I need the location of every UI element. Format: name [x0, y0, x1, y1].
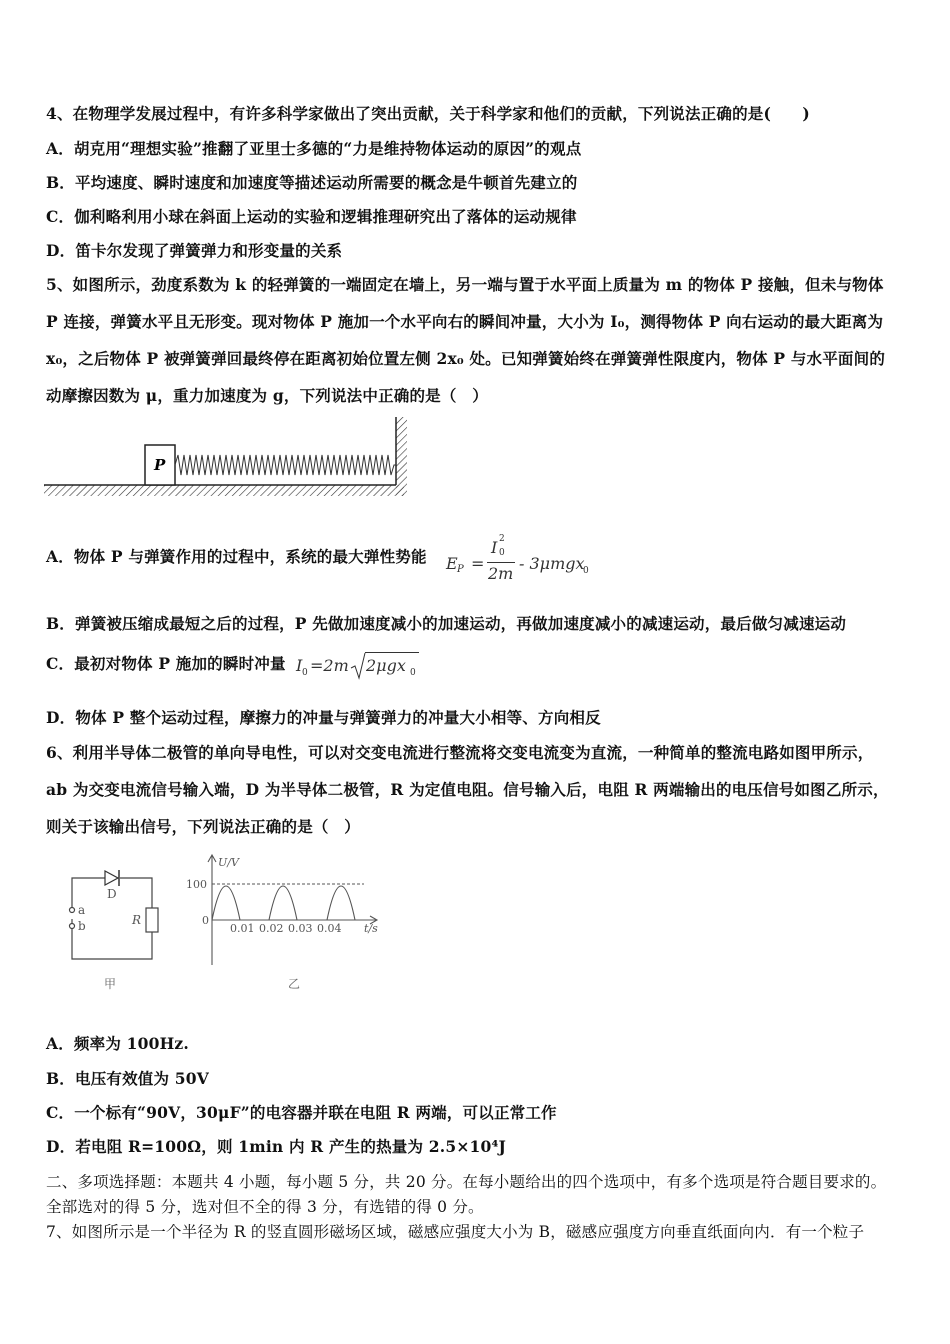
q5-option-a: A．物体 P 与弹簧作用的过程中，系统的最大弹性势能 [46, 547, 427, 566]
q6-option-a: A．频率为 100Hz. [46, 1034, 190, 1053]
q7-stem-line1: 7、如图所示是一个半径为 R 的竖直圆形磁场区域，磁感应强度大小为 B，磁感应强度方向垂直纸面向内．有一个粒子 [46, 1223, 865, 1241]
peak-label: 100 [186, 878, 207, 891]
q6-option-b: B．电压有效值为 50V [46, 1069, 209, 1088]
formula-tail: - 3μmgx [519, 554, 585, 573]
q5-option-a-formula: E P = I 2 0 2m - 3μmgx 0 [446, 534, 589, 583]
q5-option-b: B．弹簧被压缩成最短之后的过程，P 先做加速度减小的加速运动，再做加速度减小的减速运动，最后做匀减速运动 [46, 614, 847, 633]
x-axis-label: t/s [364, 922, 378, 935]
pulse-3 [327, 886, 355, 920]
q6-option-c: C．一个标有“90V，30μF”的电容器并联在电阻 R 两端，可以正常工作 [46, 1103, 557, 1122]
rectifier-circuit-figure [60, 860, 170, 995]
pulse-2 [269, 886, 297, 920]
y-axis-label: U/V [218, 856, 239, 869]
q6-option-d: D．若电阻 R=100Ω，则 1min 内 R 产生的热量为 2.5×10⁴J [46, 1137, 507, 1156]
floor-hatch [44, 485, 404, 496]
q4-option-b: B．平均速度、瞬时速度和加速度等描述运动所需要的概念是牛顿首先建立的 [46, 173, 578, 192]
section2-heading-line1: 二、多项选择题：本题共 4 小题，每小题 5 分，共 20 分。在每小题给出的四个选项中，有多个选项是符合题目要求的。 [46, 1173, 887, 1191]
formula-2m: =2m [310, 656, 349, 675]
diode-label: D [107, 887, 117, 901]
formula-ep-sub: P [457, 564, 464, 575]
q4-option-c: C．伽利略利用小球在斜面上运动的实验和逻辑推理研究出了落体的运动规律 [46, 207, 577, 226]
q5-option-c: C．最初对物体 P 施加的瞬时冲量 [46, 654, 286, 673]
tick-label-4: 0.04 [317, 922, 342, 935]
pulse-1 [212, 886, 240, 920]
q5-stem-line3: x₀，之后物体 P 被弹簧弹回最终停在距离初始位置左侧 2x₀ 处。已知弹簧始终在弹簧弹性限度内，物体 P 与水平面间的 [46, 349, 886, 368]
q6-stem-line1: 6、利用半导体二极管的单向导电性，可以对交变电流进行整流将交变电流变为直流，一种简单的整流电路如图甲所示， [46, 743, 874, 762]
terminal-a-label: a [78, 903, 86, 917]
sqrt-sign-icon [350, 652, 366, 680]
circuit-caption: 甲 [104, 977, 117, 991]
q4-option-a: A．胡克用“理想实验”推翻了亚里士多德的“力是维持物体运动的原因”的观点 [46, 139, 582, 158]
q4-stem: 4、在物理学发展过程中，有许多科学家做出了突出贡献，关于科学家和他们的贡献，下列说法正确的是( ) [46, 104, 810, 123]
q5-stem-line1: 5、如图所示，劲度系数为 k 的轻弹簧的一端固定在墙上，另一端与置于水平面上质量为 m 的物体 P 接触，但未与物体 [46, 275, 884, 294]
voltage-graph-figure [186, 850, 396, 995]
formula-ep: E [446, 554, 458, 573]
block-label: P [154, 456, 166, 474]
tick-label-1: 0.01 [230, 922, 255, 935]
graph-caption: 乙 [288, 977, 301, 991]
q6-stem-line2: ab 为交变电流信号输入端，D 为半导体二极管，R 为定值电阻。信号输入后，电阻 R 两端输出的电压信号如图乙所示， [46, 780, 889, 799]
resistor-label: R [132, 913, 142, 927]
q5-option-c-formula: I 0 =2m 2μgx 0 [296, 652, 426, 686]
spring-block-figure [44, 415, 414, 505]
tick-label-2: 0.02 [259, 922, 284, 935]
diode-icon [105, 870, 119, 886]
q6-stem-line3: 则关于该输出信号，下列说法正确的是（ ） [46, 817, 361, 836]
q4-option-d: D．笛卡尔发现了弹簧弹力和形变量的关系 [46, 241, 343, 260]
spring [175, 455, 396, 475]
q5-stem-line2: P 连接，弹簧水平且无形变。现对物体 P 施加一个水平向右的瞬间冲量，大小为 I₀，测得物体 P 向右运动的最大距离为 [46, 312, 884, 331]
formula-sqrt-content: 2μgx [366, 656, 406, 675]
terminal-b-label: b [78, 919, 86, 933]
section2-heading-line2: 全部选对的得 5 分，选对但不全的得 3 分，有选错的得 0 分。 [46, 1198, 484, 1216]
origin-label: 0 [202, 914, 209, 927]
q5-option-d: D．物体 P 整个运动过程，摩擦力的冲量与弹簧弹力的冲量大小相等、方向相反 [46, 708, 601, 727]
tick-label-3: 0.03 [288, 922, 313, 935]
q5-stem-line4: 动摩擦因数为 μ，重力加速度为 g，下列说法中正确的是（ ） [46, 386, 488, 405]
formula-denominator: 2m [488, 564, 514, 583]
wall-hatch [396, 417, 407, 496]
formula-numerator: I [491, 538, 498, 557]
